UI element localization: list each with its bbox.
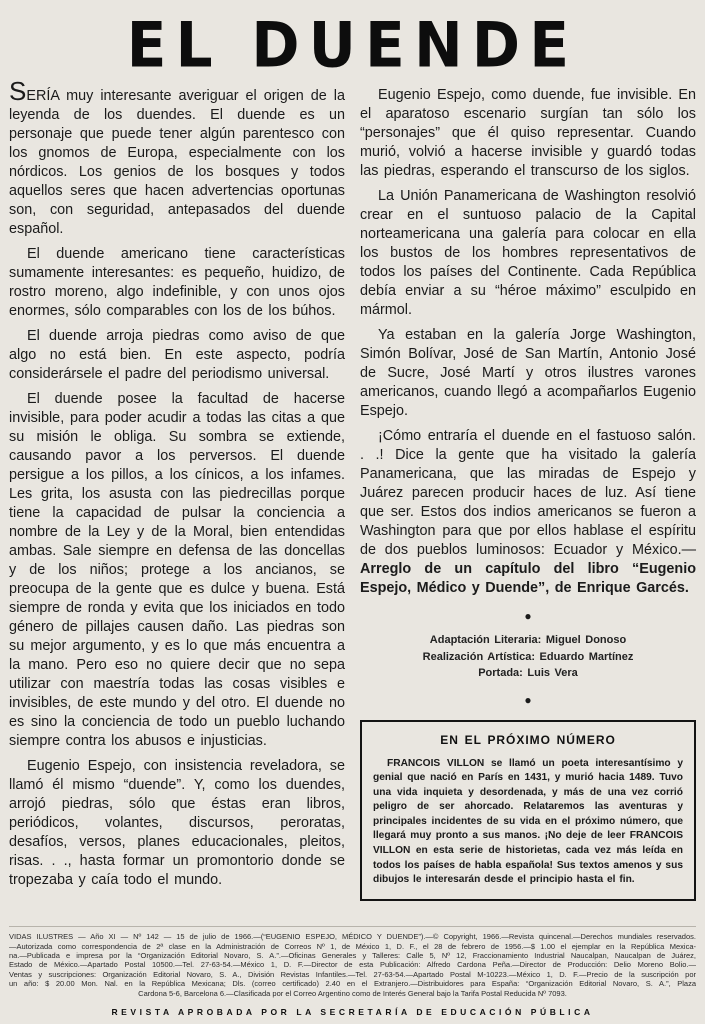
next-issue-body: FRANCOIS VILLON se llamó un poeta interesantísimo y genial que nació en París en 1431, y murió hacia 1489. Tuvo una vida inquieta y desordenada, y más de una vez corrió peligro de ser ahorcado. Relataremos las aventuras y principales incidentes de su vida en el próximo número, que llegará muy pronto a sus manos. ¡No deje de leer FRANCOIS VILLON en esta serie de historietas, cada vez más leída en todos los países de habla española! Sus textos amenos y sus dibujos le interesarán desde el principio hasta el fin.	[373, 757, 683, 886]
colophon-line: na.—Publicada e impresa por la “Organización Editorial Novaro, S. A.”.—Oficinas Generales y Talleres: Calle 5, Nº 12, Fraccionamiento Industrial Naucalpan, Naucalpan de Juárez,	[9, 950, 696, 960]
bullet-separator-icon: ●	[524, 692, 532, 707]
colophon-line: —Autorizada como correspondencia de 2ª clase en la Administración de Correos Nº 1, de México 1, D. F., el 28 de febrero de 1956.—$ 1.00 el ejemplar en la República Mexica-	[9, 941, 696, 951]
paragraph: Ya estaban en la galería Jorge Washington, Simón Bolívar, José de San Martín, Antonio José de Sucre, José Martí y otros ilustres varones americanos, cuando llegó a acompañarlos Eugenio Espejo.	[360, 327, 696, 419]
colophon-line: un año: $ 20.00 Mon. Nal. en la República Mexicana; Dls. (correo certificado) 2.40 en el Extranjero.—Distribuidores para España: “Organización Editorial Novaro, S. A.”, Plaza	[9, 979, 696, 989]
paragraph: El duende americano tiene características sumamente interesantes: es pequeño, huidizo, de rostro moreno, algo indefinible, y con unos ojos enormes, sólo comparables con los de los búhos.	[9, 246, 345, 319]
approval-line: REVISTA APROBADA POR LA SECRETARÍA DE EDUCACIÓN PÚBLICA	[111, 1007, 594, 1017]
paragraph: Eugenio Espejo, como duende, fue invisible. En el aparatoso escenario surgían tan sólo los “personajes” que él quiso representar. Cuando murió, volvió a hacerse invisible y guardó todas las piedras, esperando el transcurso de los siglos.	[360, 87, 696, 179]
colophon-line: Estado de México.—Apartado Postal 10500.—Tel. 27-63-54.—México 1, D. F.—Director de esta Publicación: Alfredo Cardona Peña.—Director de Producción: Delio Moreno Bolio.—	[9, 960, 696, 970]
right-column	[360, 86, 696, 901]
colophon-line: Ventas y suscripciones: Organización Editorial Novaro, S. A., División Revistas Infantiles.—Tel. 27-63-54.—Apartado Postal M-10223.—México 1, D. F.—Precio de la suscripción por	[9, 969, 696, 979]
colophon	[9, 932, 696, 998]
left-column	[9, 76, 345, 901]
credit-line-art: Realización Artística: Eduardo Martínez	[422, 650, 634, 663]
paragraph: Eugenio Espejo, con insistencia reveladora, se llamó él mismo “duende”. Y, como los duendes, arrojó piedras, sólo que éstas eran libros, periódicos, volantes, discursos, peroratas, desafíos, versos, planes educacionales, pleitos, risas. . ., hasta formar un promontorio donde se tropezaba y caía todo el mundo.	[9, 758, 345, 888]
next-issue-box	[360, 720, 696, 901]
article-columns	[9, 76, 696, 901]
credit-line-cover: Portada: Luis Vera	[478, 667, 578, 679]
source-attribution: Arreglo de un capítulo del libro “Eugenio Espejo, Médico y Duende”, de Enrique Garcés.	[360, 561, 696, 596]
credits-block	[360, 632, 696, 682]
colophon-section	[9, 926, 696, 1017]
paragraph: El duende posee la facultad de hacerse invisible, para poder acudir a todas las citas a que su misión le obliga. Su sombra se extiende, causando pavor a los perversos. El duende persigue a los pillos, a los cínicos, a los infames. Les grita, los asusta con las piedrecillas porque tiene la capacidad de pulsar la conciencia a nombre de la Ley y de la Moral, bien entendidas ambas. Sale siempre en defensa de las doncellas y de los niños; protege a los ancianos, se preocupa de la gente que es dulce y buena. Está siempre de ronda y evita que los iniciados en todo género de pillajes causen daño. Las piedras son su mejor argumento, y es lo que más encuentra a la mano. Pero eso no quiere decir que no sepa utilizar con maestría todas las cosas visibles e invisibles, de este mundo y del otro. El duende no es sino la conciencia de todo un pueblo luchando siempre contra los abusos e injusticias.	[9, 391, 345, 749]
page-title: EL DUENDE	[126, 8, 579, 82]
bullet-separator-icon: ●	[524, 609, 532, 623]
paragraph: La Unión Panamericana de Washington resolvió crear en el suntuoso palacio de la Capital norteamericana una galería para colocar en ella los bustos de los hombres representativos de todos los países del Continente. Cada República debía enviar a su “héroe máximo” esculpido en mármol.	[360, 188, 696, 318]
colophon-line: Cardona 5-6, Barcelona 6.—Clasificada por el Correo Argentino como de Interés General bajo la Tarifa Postal Reducida Nº 7093.	[138, 988, 567, 998]
divider-rule	[9, 926, 696, 927]
credit-line-adaptation: Adaptación Literaria: Miguel Donoso	[429, 634, 627, 646]
paragraph: El duende arroja piedras como aviso de que algo no está bien. En este aspecto, podría considerársele el padre del periodismo universal.	[9, 328, 345, 382]
closing-paragraph	[360, 427, 696, 598]
next-issue-header: EN EL PRÓXIMO NÚMERO	[440, 732, 616, 747]
colophon-line: VIDAS ILUSTRES — Año XI — Nº 142 — 15 de julio de 1966.—(“EUGENIO ESPEJO, MÉDICO Y DUENDE”).—© Copyright, 1966.—Revista quincenal.—Derechos mundiales reservados.	[9, 932, 696, 942]
closing-text: ¡Cómo entraría el duende en el fastuoso salón. . .! Dice la gente que ha visitado la galería Panamericana, que las miradas de Espejo y Juárez parecen producir haces de luz. Así tiene que ser. Estos dos indios americanos se fueron a Washington para que por ellos hablase el espíritu de dos pueblos luminosos: Ecuador y México.—	[360, 428, 696, 558]
paragraph: SERÍA muy interesante averiguar el origen de la leyenda de los duendes. El duende es un personaje que puede tener algún parentesco con los gnomos de Europa, especialmente con los nórdicos. Los genios de los bosques y todos aquellos seres que hacen advertencias oportunas son, con seguridad, antepasados del duende español.	[9, 76, 345, 237]
